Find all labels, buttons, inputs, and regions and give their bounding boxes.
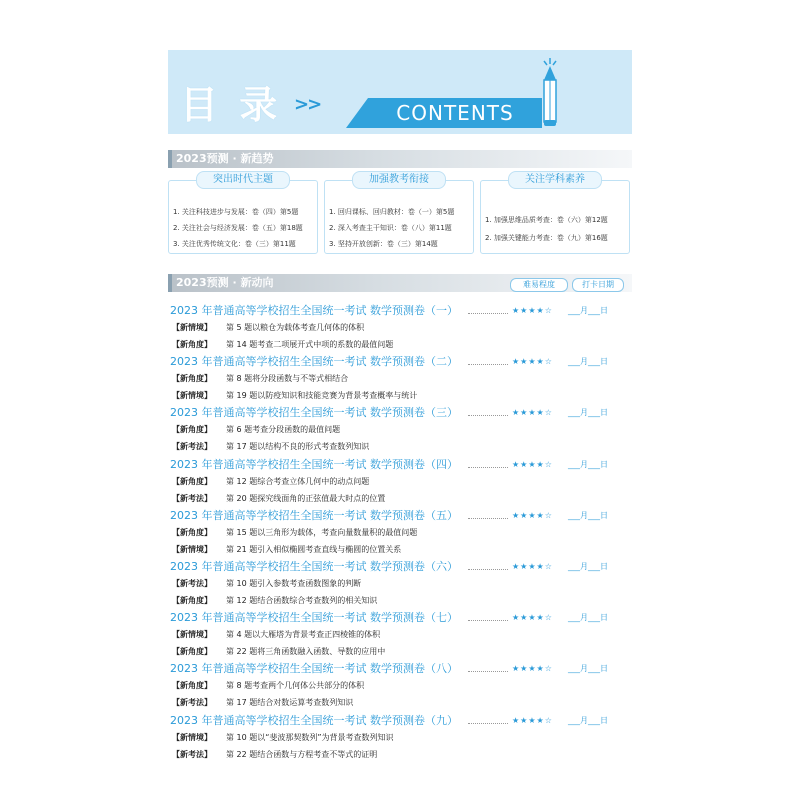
note-text: 第 4 题以大雁塔为背景考查正四棱锥的体积	[226, 630, 381, 640]
theme-title: 关注学科素养	[508, 171, 602, 189]
theme-line: 2. 深入考查主干知识：卷（八）第11题	[329, 224, 452, 232]
exam-note	[172, 543, 401, 557]
leader-dots	[468, 620, 508, 621]
exam-title[interactable]: 2023 年普通高等学校招生全国统一考试 数学预测卷（二）	[170, 355, 458, 369]
exam-note	[172, 389, 417, 403]
checkin-date: ___月___日	[568, 562, 608, 571]
leader-dots	[468, 467, 508, 468]
theme-line: 1. 回归课标、回归教材：卷（一）第5题	[329, 208, 455, 216]
note-tag: 【新角度】	[172, 425, 212, 435]
note-tag: 【新情境】	[172, 391, 212, 401]
exam-note	[172, 526, 417, 540]
note-tag: 【新角度】	[172, 476, 212, 486]
checkin-date: ___月___日	[568, 664, 608, 674]
leader-dots	[468, 415, 508, 416]
note-tag: 【新角度】	[172, 596, 212, 605]
note-tag: 【新角度】	[172, 340, 212, 349]
theme-box	[480, 174, 630, 254]
note-text: 第 19 题以防疫知识和技能竞赛为背景考查概率与统计	[226, 391, 418, 401]
contents-label: CONTENTS	[368, 98, 542, 128]
note-text: 第 10 题以“斐波那契数列”为背景考查数列知识	[226, 732, 394, 742]
header-band	[168, 50, 632, 134]
date-header: 打卡日期	[572, 278, 624, 292]
exam-note	[172, 628, 380, 642]
note-text: 第 15 题以三角形为载体，考查向量数量积的最值问题	[226, 527, 418, 537]
checkin-date: ___月___日	[568, 459, 608, 469]
exam-title[interactable]: 2023 年普通高等学校招生全国统一考试 数学预测卷（九）	[170, 713, 458, 727]
exam-note	[172, 645, 385, 659]
exam-note	[172, 338, 393, 352]
note-text: 第 5 题以粮仓为载体考查几何体的体积	[226, 323, 365, 332]
note-tag: 【新考法】	[172, 579, 212, 588]
difficulty-stars: ★★★★☆	[512, 357, 553, 367]
exam-title[interactable]: 2023 年普通高等学校招生全国统一考试 数学预测卷（一）	[170, 304, 458, 317]
note-text: 第 17 题结合对数运算考查数列知识	[226, 698, 354, 708]
note-tag: 【新考法】	[172, 749, 212, 759]
leader-dots	[468, 723, 508, 724]
checkin-date: ___月___日	[568, 306, 608, 315]
difficulty-header: 难易程度	[510, 278, 568, 292]
exam-title[interactable]: 2023 年普通高等学校招生全国统一考试 数学预测卷（七）	[170, 611, 458, 625]
theme-line: 2. 关注社会与经济发展：卷（五）第18题	[173, 224, 303, 232]
theme-line: 3. 坚持开放创新：卷（三）第14题	[329, 240, 438, 248]
note-tag: 【新考法】	[172, 442, 212, 452]
difficulty-stars: ★★★★☆	[512, 664, 553, 674]
section-label: 2023预测 · 新动向	[176, 276, 274, 289]
note-tag: 【新角度】	[172, 681, 212, 691]
exam-title[interactable]: 2023 年普通高等学校招生全国统一考试 数学预测卷（八）	[170, 662, 458, 676]
note-text: 第 8 题将分段函数与不等式相结合	[226, 374, 349, 384]
note-text: 第 20 题探究线面角的正弦值最大时点的位置	[226, 493, 386, 503]
exam-note	[172, 423, 340, 437]
exam-note	[172, 321, 364, 335]
exam-note	[172, 748, 377, 762]
exam-note	[172, 594, 377, 608]
theme-line: 2. 加强关键能力考查：卷（九）第16题	[485, 234, 608, 242]
pencil-icon	[538, 58, 562, 128]
note-text: 第 10 题引入参数考查函数图象的判断	[226, 579, 362, 588]
note-tag: 【新情境】	[172, 323, 212, 332]
exam-title[interactable]: 2023 年普通高等学校招生全国统一考试 数学预测卷（五）	[170, 508, 458, 522]
toc-page	[168, 50, 632, 770]
note-text: 第 6 题考查分段函数的最值问题	[226, 425, 341, 435]
note-tag: 【新情境】	[172, 630, 212, 640]
leader-dots	[468, 313, 508, 314]
note-tag: 【新角度】	[172, 527, 212, 537]
theme-line: 1. 加强思维品质考查：卷（六）第12题	[485, 216, 608, 224]
theme-title: 突出时代主题	[196, 171, 290, 189]
exam-note	[172, 731, 394, 745]
checkin-date: ___月___日	[568, 408, 608, 418]
exam-note	[172, 679, 364, 693]
theme-line: 1. 关注科技进步与发展：卷（四）第5题	[173, 208, 299, 216]
exam-note	[172, 372, 348, 386]
note-text: 第 22 题将三角函数融入函数、导数的应用中	[226, 647, 386, 657]
arrows-icon: >>	[294, 94, 321, 115]
exam-title[interactable]: 2023 年普通高等学校招生全国统一考试 数学预测卷（六）	[170, 560, 458, 573]
theme-title: 加强教考衔接	[352, 171, 446, 189]
note-tag: 【新角度】	[172, 647, 212, 657]
exam-title[interactable]: 2023 年普通高等学校招生全国统一考试 数学预测卷（三）	[170, 406, 458, 420]
leader-dots	[468, 364, 508, 365]
checkin-date: ___月___日	[568, 613, 608, 623]
leader-dots	[468, 671, 508, 672]
difficulty-stars: ★★★★☆	[512, 613, 553, 623]
difficulty-stars: ★★★★☆	[512, 715, 553, 725]
section-label: 2023预测 · 新趋势	[176, 152, 274, 165]
theme-line: 3. 关注优秀传统文化：卷（三）第11题	[173, 240, 296, 248]
page-title: 目 录	[180, 83, 282, 127]
exam-note	[172, 492, 385, 506]
difficulty-stars: ★★★★☆	[512, 408, 553, 418]
checkin-date: ___月___日	[568, 510, 608, 520]
difficulty-stars: ★★★★☆	[512, 562, 553, 571]
difficulty-stars: ★★★★☆	[512, 459, 553, 469]
section-bar-trend	[168, 150, 632, 168]
note-text: 第 17 题以结构不良的形式考查数列知识	[226, 442, 370, 452]
exam-note	[172, 577, 361, 591]
checkin-date: ___月___日	[568, 715, 608, 725]
note-text: 第 14 题考查二项展开式中项的系数的最值问题	[226, 340, 394, 349]
leader-dots	[468, 518, 508, 519]
difficulty-stars: ★★★★☆	[512, 510, 553, 520]
note-text: 第 22 题结合函数与方程考查不等式的证明	[226, 749, 378, 759]
note-text: 第 12 题综合考查立体几何中的动点问题	[226, 476, 370, 486]
exam-note	[172, 475, 369, 489]
note-tag: 【新情境】	[172, 544, 212, 554]
note-tag: 【新角度】	[172, 374, 212, 384]
note-text: 第 12 题结合函数综合考查数列的相关知识	[226, 596, 378, 605]
exam-note	[172, 440, 369, 454]
theme-box	[324, 174, 474, 254]
checkin-date: ___月___日	[568, 357, 608, 367]
note-tag: 【新考法】	[172, 698, 212, 708]
note-tag: 【新情境】	[172, 732, 212, 742]
difficulty-stars: ★★★★☆	[512, 306, 553, 315]
note-tag: 【新考法】	[172, 493, 212, 503]
exam-note	[172, 696, 353, 710]
leader-dots	[468, 569, 508, 570]
exam-title[interactable]: 2023 年普通高等学校招生全国统一考试 数学预测卷（四）	[170, 457, 458, 471]
note-text: 第 21 题引入相似椭圆考查直线与椭圆的位置关系	[226, 544, 402, 554]
theme-box	[168, 174, 318, 254]
note-text: 第 8 题考查两个几何体公共部分的体积	[226, 681, 365, 691]
